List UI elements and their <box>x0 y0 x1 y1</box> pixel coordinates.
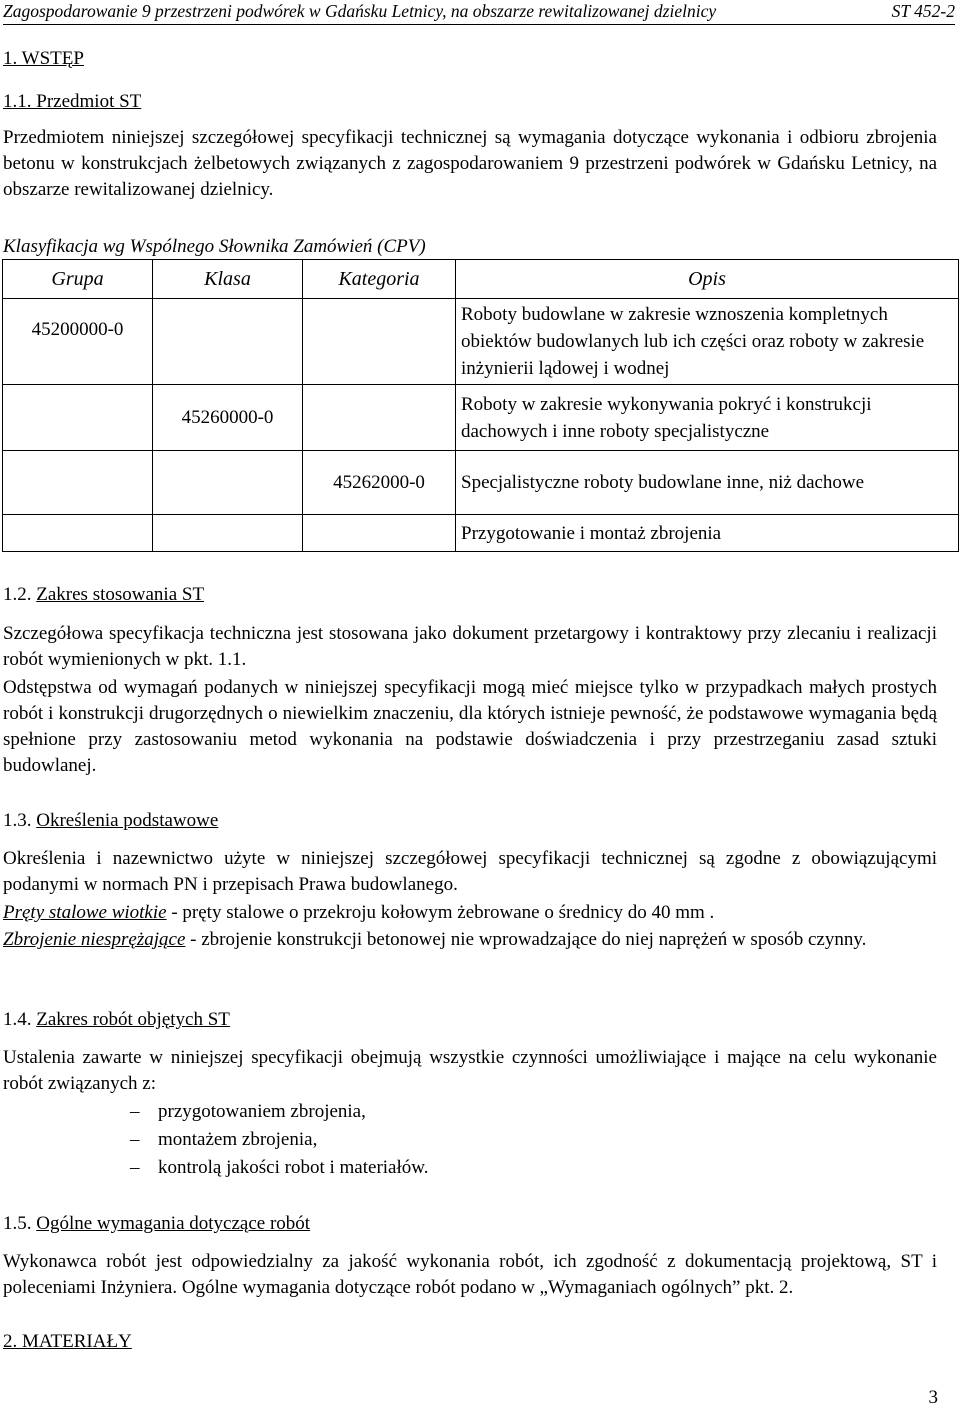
cpv-header-kategoria: Kategoria <box>303 260 456 299</box>
section-1-3-title: Określenia podstawowe <box>36 810 219 831</box>
section-1-2-title: Zakres stosowania ST <box>36 584 205 605</box>
table-row <box>3 385 959 451</box>
cpv-header-grupa: Grupa <box>3 260 153 299</box>
table-row <box>3 451 959 515</box>
header-title: Zagospodarowanie 9 przestrzeni podwórek w Gdańsku Letnicy, na obszarze rewitalizowanej dzielnicy <box>3 1 717 21</box>
section-1-2-paragraph-1: Szczegółowa specyfikacja techniczna jest stosowana jako dokument przetargowy i kontraktowy przy zlecaniu i realizacji robót wymienionych w pkt. 1.1. <box>3 623 937 670</box>
table-row <box>3 299 959 385</box>
cpv-grupa-cell <box>3 385 153 451</box>
section-1-5-paragraph: Wykonawca robót jest odpowiedzialny za jakość wykonania robót, ich zgodność z dokumentacją projektową, ST i poleceniami Inżyniera. Ogólne wymagania dotyczące robót podano w „Wymaganiach ogólnych” pkt. 2. <box>3 1251 937 1298</box>
section-1-2-paragraph-2: Odstępstwa od wymagań podanych w niniejszej specyfikacji mogą mieć miejsce tylko w przypadkach małych prostych robót i konstrukcji drugorzędnych o niewielkim znaczeniu, dla których istnieje pewność, że podstawowe wymagania będą spełnione przy zastosowaniu metod wykonania na podstawie doświadczenia i przy przestrzeganiu zasad sztuki budowlanej. <box>3 677 937 776</box>
section-1-1-heading: 1.1. Przedmiot ST <box>3 91 142 112</box>
section-1-1-body: Przedmiotem niniejszej szczegółowej specyfikacji technicznej są wymagania dotyczące wykonania i odbioru zbrojenia betonu w konstrukcjach żelbetowych związanych z zagospodarowaniem 9 przestrzeni podwórek w Gdańsku Letnicy, na obszarze rewitalizowanej dzielnicy. <box>3 127 937 200</box>
section-1-5-title: Ogólne wymagania dotyczące robót <box>36 1213 311 1234</box>
cpv-opis-cell: Przygotowanie i montaż zbrojenia <box>456 515 959 552</box>
dash-bullet-icon: – <box>130 1129 140 1150</box>
cpv-kategoria-cell <box>303 299 456 385</box>
cpv-header-opis: Opis <box>456 260 959 299</box>
section-1-3-heading <box>3 808 937 834</box>
section-1-4-paragraph: Ustalenia zawarte w niniejszej specyfikacji obejmują wszystkie czynności umożliwiające i mające na celu wykonanie robót związanych z: <box>3 1047 937 1094</box>
definition-term: Pręty stalowe wiotkie <box>3 902 167 923</box>
table-row <box>3 515 959 552</box>
section-1-3-paragraph: Określenia i nazewnictwo użyte w niniejszej szczegółowej specyfikacji technicznej są zgodne z obowiązującymi podanymi w normach PN i przepisach Prawa budowlanego. <box>3 848 937 895</box>
list-item: – kontrolą jakości robot i materiałów. <box>130 1154 830 1182</box>
cpv-opis-cell: Roboty w zakresie wykonywania pokryć i konstrukcji dachowych i inne roboty specjalistyczne <box>456 385 959 451</box>
section-1-5-number: 1.5. <box>3 1213 32 1234</box>
scope-list <box>130 1098 830 1182</box>
cpv-kategoria-cell <box>303 385 456 451</box>
dash-bullet-icon: – <box>130 1157 140 1178</box>
cpv-opis-cell: Roboty budowlane w zakresie wznoszenia kompletnych obiektów budowlanych lub ich części oraz roboty w zakresie inżynierii lądowej i wodnej <box>456 299 959 385</box>
section-2-heading: 2. MATERIAŁY <box>3 1331 132 1352</box>
section-1-2-heading <box>3 582 937 608</box>
section-1-4-heading <box>3 1007 937 1033</box>
cpv-grupa-cell: 45200000-0 <box>3 299 153 385</box>
cpv-klasa-cell <box>153 451 303 515</box>
cpv-klasa-cell <box>153 515 303 552</box>
cpv-opis-cell: Specjalistyczne roboty budowlane inne, niż dachowe <box>456 451 959 515</box>
definition-text: - pręty stalowe o przekroju kołowym żebrowane o średnicy do 40 mm . <box>166 902 715 923</box>
section-1-3-number: 1.3. <box>3 810 32 831</box>
cpv-header-row <box>3 260 959 299</box>
section-1-4-title: Zakres robót objętych ST <box>36 1009 230 1030</box>
section-1-2-number: 1.2. <box>3 584 32 605</box>
definition-term: Zbrojenie niesprężające <box>3 929 186 950</box>
running-header <box>3 0 955 25</box>
header-code: ST 452-2 <box>891 1 955 21</box>
cpv-grupa-cell <box>3 515 153 552</box>
section-1-heading: 1. WSTĘP <box>3 48 84 69</box>
cpv-kategoria-cell: 45262000-0 <box>303 451 456 515</box>
dash-bullet-icon: – <box>130 1101 140 1122</box>
definition-text: - zbrojenie konstrukcji betonowej nie wprowadzające do niej naprężeń w sposób czynny. <box>185 929 867 950</box>
list-item: – przygotowaniem zbrojenia, <box>130 1098 830 1126</box>
cpv-klasa-cell: 45260000-0 <box>153 385 303 451</box>
section-1-4-number: 1.4. <box>3 1009 32 1030</box>
definition-niespr <box>3 927 937 953</box>
cpv-kategoria-cell <box>303 515 456 552</box>
cpv-table <box>2 259 959 552</box>
list-item: – montażem zbrojenia, <box>130 1126 830 1154</box>
cpv-klasa-cell <box>153 299 303 385</box>
page-number: 3 <box>928 1387 938 1408</box>
cpv-header-klasa: Klasa <box>153 260 303 299</box>
cpv-grupa-cell <box>3 451 153 515</box>
definition-wiotkie <box>3 900 937 926</box>
cpv-caption: Klasyfikacja wg Wspólnego Słownika Zamówień (CPV) <box>3 236 426 257</box>
section-1-5-heading <box>3 1211 937 1237</box>
